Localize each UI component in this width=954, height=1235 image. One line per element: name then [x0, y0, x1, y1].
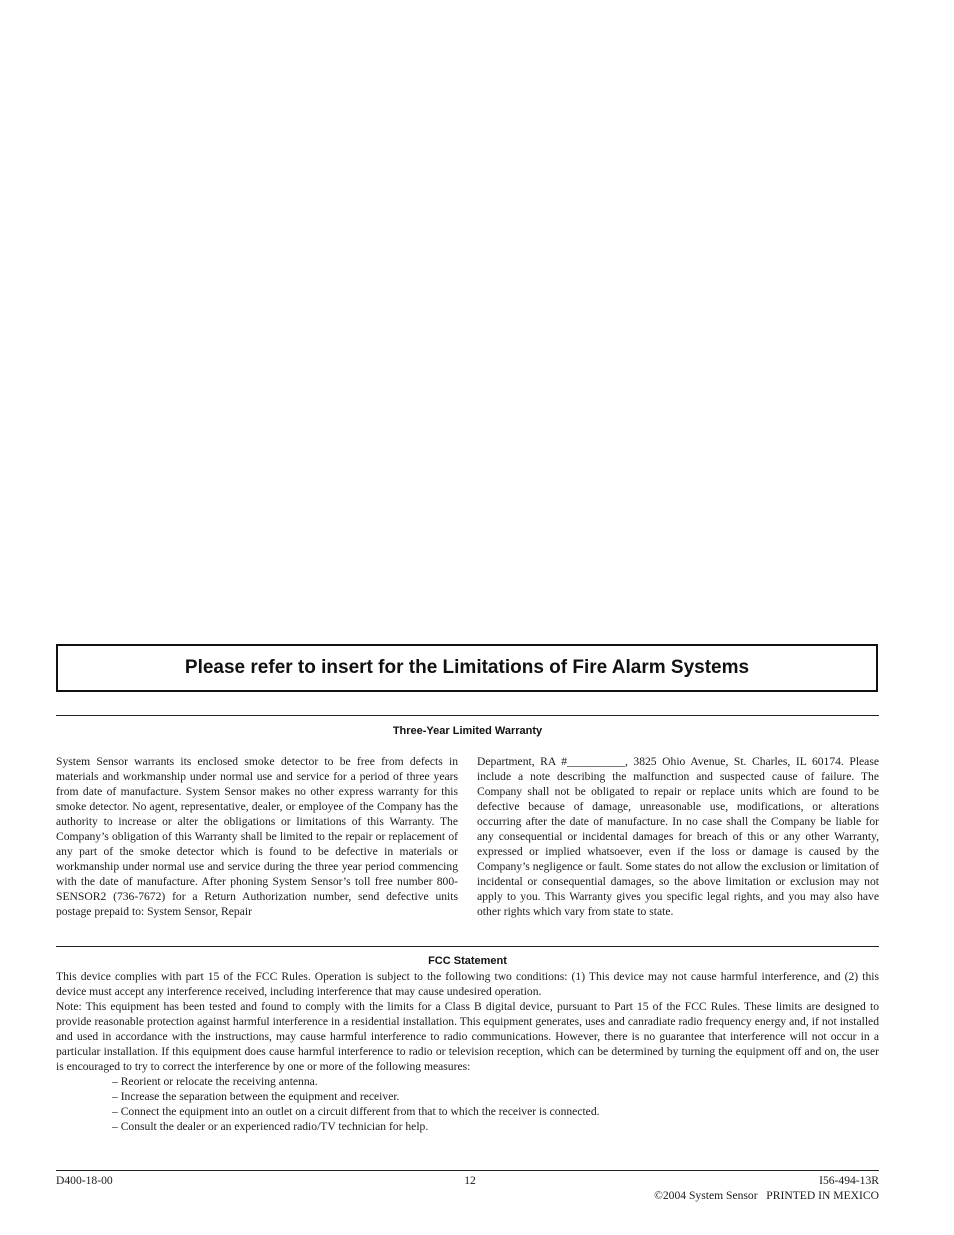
divider-fcc-top: [56, 946, 879, 947]
warranty-text-right-column: Department, RA #__________, 3825 Ohio Avenue, St. Charles, IL 60174. Please include a note describing the malfunction and suspected cause of failure. The Company shall not be obligated to repair or replace units which are found to be defective because of damage, unreasonable use, modifications, or alterations occurring after the date of manufacture. In no case shall the Company be liable for any consequential or incidental damages for breach of this or any other Warranty, expressed or implied whatsoever, even if the loss or damage is caused by the Company’s negligence or fault. Some states do not allow the exclusion or limitation of incidental or consequential damages, so the above limitation or exclusion may not apply to you. This Warranty gives you specific legal rights, and you may also have other rights which vary from state to state.: [477, 755, 879, 918]
limitations-notice-box: [56, 644, 878, 692]
divider-warranty-top: [56, 715, 879, 716]
fcc-measure-item: – Reorient or relocate the receiving antenna.: [112, 1075, 318, 1088]
fcc-measure-item: – Increase the separation between the equipment and receiver.: [112, 1090, 400, 1103]
fcc-measure-item: – Connect the equipment into an outlet on a circuit different from that to which the receiver is connected.: [112, 1105, 600, 1118]
fcc-note-paragraph: Note: This equipment has been tested and found to comply with the limits for a Class B digital device, pursuant to Part 15 of the FCC Rules. These limits are designed to provide reasonable protection against harmful interference in a residential installation. This equipment generates, uses and canradiate radio frequency energy and, if not installed and used in accordance with the instructions, may cause harmful interference to radio communications. However, there is no guarantee that interference will not occur in a particular installation. If this equipment does cause harmful interference to radio or television reception, which can be determined by turning the equipment off and on, the user is encouraged to try to correct the interference by one or more of the following measures:: [56, 1000, 879, 1073]
footer-right-block: [654, 1173, 879, 1203]
fcc-compliance-paragraph: This device complies with part 15 of the FCC Rules. Operation is subject to the following two conditions: (1) This device may not cause harmful interference, and (2) this device must accept any interference received, including interference that may cause undesired operation.: [56, 970, 879, 998]
fcc-measures-list: [56, 1074, 879, 1134]
divider-footer: [56, 1170, 879, 1171]
limitations-notice-title: Please refer to insert for the Limitations of Fire Alarm Systems: [184, 657, 750, 678]
footer-copyright-line: [654, 1188, 879, 1203]
fcc-heading: FCC Statement: [428, 955, 507, 967]
fcc-statement-body: [56, 969, 879, 1134]
fcc-measure-item: – Consult the dealer or an experienced radio/TV technician for help.: [112, 1120, 429, 1133]
footer-page-number: 12: [464, 1174, 476, 1187]
warranty-text-left-column: System Sensor warrants its enclosed smoke detector to be free from defects in materials and workmanship under normal use and service for a period of three years from date of manufacture. System Sensor makes no other express warranty for this smoke detector. No agent, representative, dealer, or employee of the Company has the authority to increase or alter the obligations or limitations of this Warranty. The Company’s obligation of this Warranty shall be limited to the repair or replacement of any part of the smoke detector which is found to be defective in materials or workmanship under normal use and service during the three year period commencing with the date of manufacture. After phoning System Sensor’s toll free number 800-SENSOR2 (736-7672) for a Return Authorization number, send defective units postage prepaid to: System Sensor, Repair: [56, 755, 458, 918]
warranty-heading: Three-Year Limited Warranty: [392, 725, 543, 737]
footer-doc-number: D400-18-00: [56, 1174, 113, 1187]
footer-printed-in: PRINTED IN MEXICO: [766, 1189, 879, 1202]
footer-copyright: ©2004 System Sensor: [654, 1189, 758, 1202]
footer-part-number: I56-494-13R: [819, 1174, 879, 1187]
